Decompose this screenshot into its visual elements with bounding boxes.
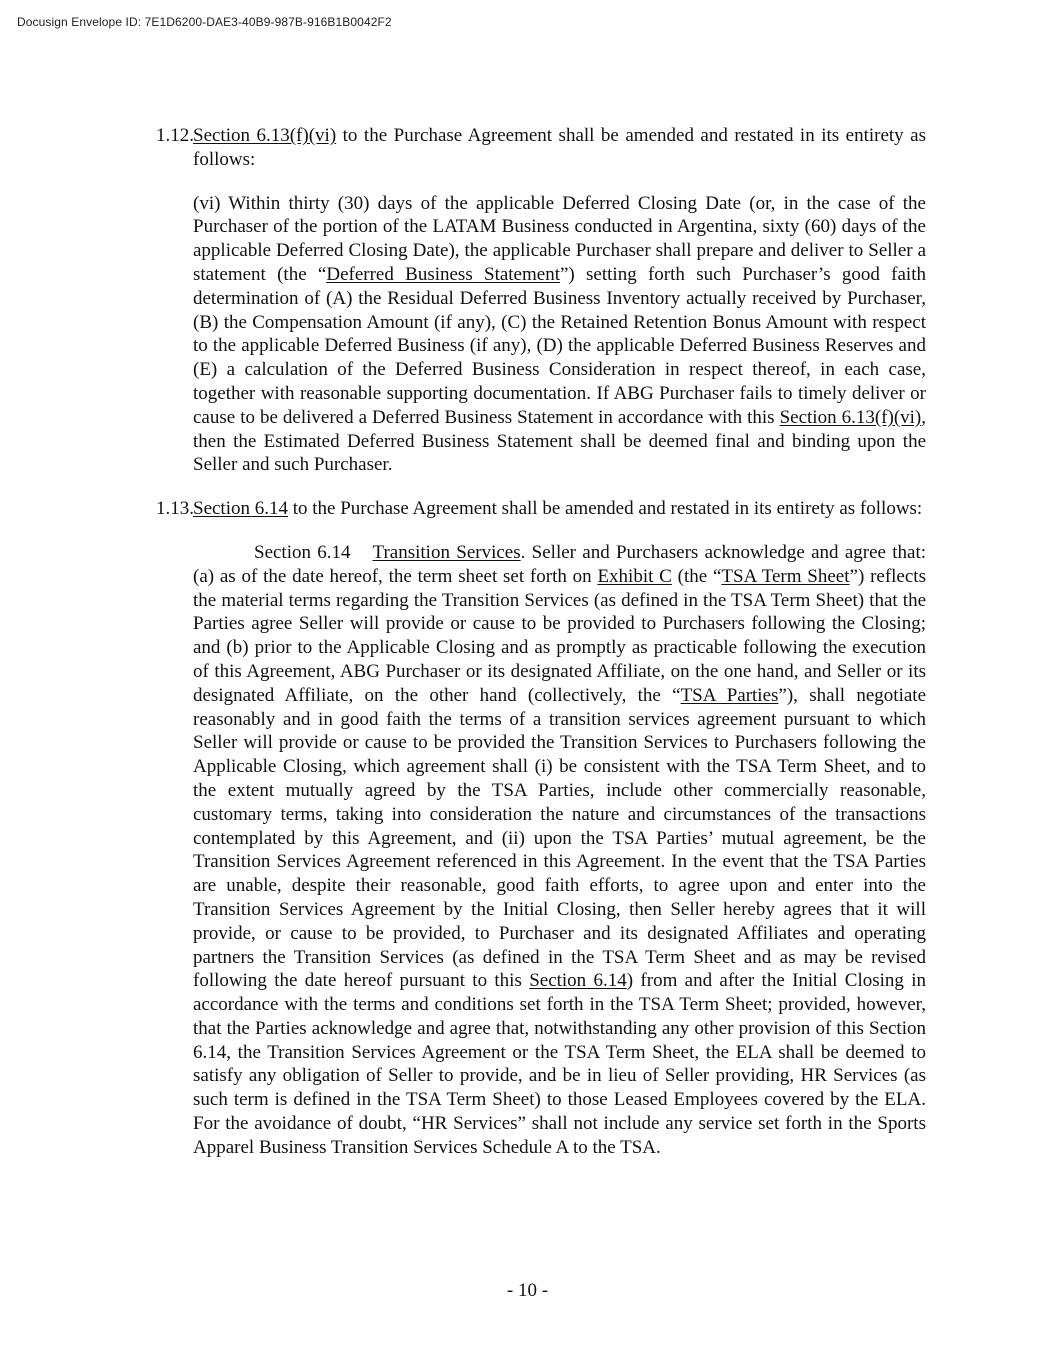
- exhibit-reference: Exhibit C: [597, 565, 672, 587]
- body-text: ”), shall negotiate reasonably and in good faith the terms of a transition services agreement pursuant to which Seller will provide or cause to be provided the Transition Services to Purchasers following the Applicable Closing, which agreement shall (i) be consistent with the TSA Term Sheet, and to the extent mutually agreed by the TSA Parties, include other commercially reasonable, customary terms, taking into consideration the nature and circumstances of the transactions contemplated by this Agreement, and (ii) upon the TSA Parties’ mutual agreement, be the Transition Services Agreement referenced in this Agreement. In the event that the TSA Parties are unable, despite their reasonable, good faith efforts, to agree upon and enter into the Transition Services Agreement by the Initial Closing, then Seller hereby agrees that it will provide, or cause to be provided, to Purchaser and its designated Affiliates and operating partners the Transition Services (as defined in the TSA Term Sheet and as may be revised following the date hereof pursuant to this: [193, 684, 927, 992]
- body-text: ”) setting forth such Purchaser’s good faith determination of (A) the Residual Deferred Business Inventory actually received by Purchaser, (B) the Compensation Amount (if any), (C) the Retained Retention Bonus Amount with respect to the applicable Deferred Business (if any), (D) the applicable Deferred Business Reserves and (E) a calculation of the Deferred Business Consideration in respect thereof, in each case, together with reasonable supporting documentation. If ABG Purchaser fails to timely deliver or cause to be delivered a Deferred Business Statement in accordance with this: [193, 263, 926, 428]
- section-intro: to the Purchase Agreement shall be amended and restated in its entirety as follows:: [288, 498, 923, 520]
- defined-term: Deferred Business Statement: [326, 263, 560, 285]
- defined-term: TSA Parties: [680, 684, 779, 706]
- section-reference: Section 6.14: [529, 970, 627, 992]
- body-text: , then the Estimated Deferred Business Statement shall be deemed final and binding upon the Seller and such Purchaser.: [193, 406, 927, 476]
- page-number: - 10 -: [506, 1280, 549, 1301]
- section-heading: Transition Services: [372, 541, 521, 563]
- section-1-12: [156, 124, 926, 172]
- section-1-12-body: [193, 192, 926, 478]
- defined-term: TSA Term Sheet: [721, 565, 850, 587]
- section-reference: Section 6.14: [193, 498, 288, 520]
- document-page: [156, 124, 926, 1160]
- body-text: . Seller and Purchasers acknowledge and agree that: (a) as of the date hereof, the term sheet set forth on: [193, 541, 927, 587]
- section-1-13-body: [193, 541, 926, 1160]
- envelope-id-header: Docusign Envelope ID: 7E1D6200-DAE3-40B9-987B-916B1B0042F2: [17, 15, 392, 29]
- section-intro: to the Purchase Agreement shall be amended and restated in its entirety as follows:: [193, 125, 926, 170]
- section-1-13: [156, 497, 926, 521]
- section-label: Section 6.14: [254, 541, 351, 563]
- body-text: (vi) Within thirty (30) days of the applicable Deferred Closing Date (or, in the case of the Purchaser of the portion of the LATAM Business conducted in Argentina, sixty (60) days of the applicable Deferred Closing Date), the applicable Purchaser shall prepare and deliver to Seller a statement (the “: [193, 192, 926, 285]
- body-text: (the “: [671, 565, 722, 587]
- body-text: ) from and after the Initial Closing in accordance with the terms and conditions set forth in the TSA Term Sheet; provided, however, that the Parties acknowledge and agree that, notwithstanding any other provision of this Section 6.14, the Transition Services Agreement or the TSA Term Sheet, the ELA shall be deemed to satisfy any obligation of Seller to provide, and be in lieu of Seller providing, HR Services (as such term is defined in the TSA Term Sheet) to those Leased Employees covered by the ELA. For the avoidance of doubt, “HR Services” shall not include any service set forth in the Sports Apparel Business Transition Services Schedule A to the TSA.: [193, 970, 927, 1158]
- section-reference: Section 6.13(f)(vi): [779, 406, 922, 428]
- section-reference: Section 6.13(f)(vi): [193, 125, 337, 146]
- section-number: 1.13.: [156, 498, 194, 520]
- section-number: 1.12.: [156, 125, 194, 146]
- body-text: ”) reflects the material terms regarding the Transition Services (as defined in the TSA Term Sheet) that the Parties agree Seller will provide or cause to be provided to Purchasers following the Closing; and (b) prior to the Applicable Closing and as promptly as practicable following the execution of this Agreement, ABG Purchaser or its designated Affiliate, on the one hand, and Seller or its designated Affiliate, on the other hand (collectively, the “: [193, 565, 926, 706]
